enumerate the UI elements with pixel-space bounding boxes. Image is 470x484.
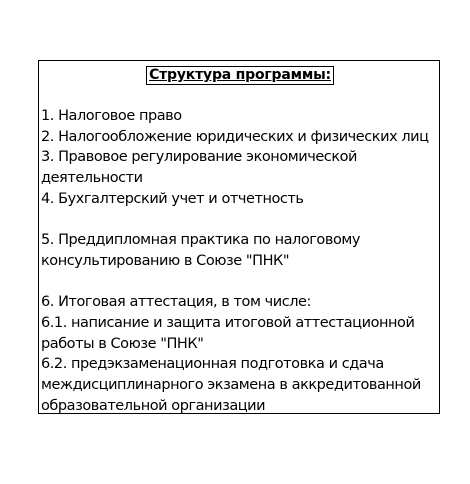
spacer	[41, 272, 439, 293]
list-item: 3. Правовое регулирование экономической	[41, 149, 358, 166]
list-item: 2. Налогообложение юридических и физических лиц	[41, 128, 429, 145]
list-item: 1. Налоговое право	[41, 108, 182, 124]
list-item: междисциплинарного экзамена в аккредитованной	[41, 377, 421, 394]
list-item: образовательной организации	[41, 397, 266, 414]
list-item: работы в Союзе "ПНК"	[41, 335, 204, 352]
program-structure-box	[38, 60, 440, 414]
list-item: деятельности	[41, 170, 143, 187]
spacer	[41, 210, 439, 231]
list-item: 6.1. написание и защита итоговой аттестационной	[41, 315, 415, 331]
list-item: 4. Бухгалтерский учет и отчетность	[41, 190, 304, 207]
list-item: 5. Преддипломная практика по налоговому	[41, 232, 360, 249]
list-item: 6.2. предэкзаменационная подготовка и сдача	[41, 356, 384, 373]
program-structure-title: Структура программы:	[146, 66, 334, 85]
list-item: консультированию в Союзе "ПНК"	[41, 252, 290, 269]
list-item: 6. Итоговая аттестация, в том числе:	[41, 294, 311, 311]
title-row	[41, 64, 439, 86]
